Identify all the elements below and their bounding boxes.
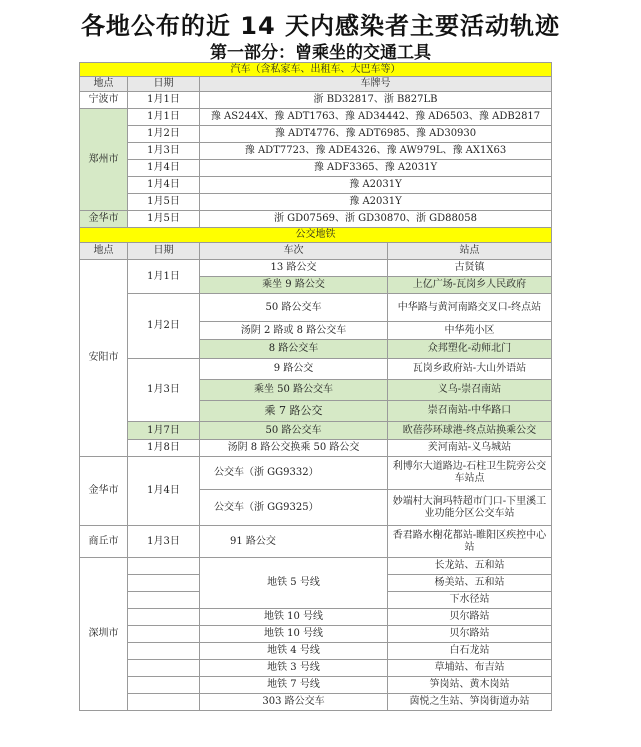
- car-section-title: 汽车（含私家车、出租车、大巴车等）: [80, 63, 552, 77]
- place-cell: 深圳市: [80, 558, 128, 711]
- stop-cell: 妙端村大涧玛特超市门口-下里溪工业功能分区公交车站: [388, 490, 552, 526]
- col-header-date: 日期: [128, 77, 200, 92]
- route-cell: 50 路公交车: [200, 294, 388, 322]
- route-cell: 地铁 5 号线: [200, 558, 388, 609]
- table-row: [80, 677, 552, 694]
- car-column-headers: [80, 77, 552, 92]
- page-title: 各地公布的近 14 天内感染者主要活动轨迹: [80, 12, 561, 40]
- stop-cell: 贝尔路站: [388, 626, 552, 643]
- stop-cell: 笋岗站、黄木岗站: [388, 677, 552, 694]
- stop-cell: 羑河南站-义乌城站: [388, 440, 552, 457]
- stop-cell: 草埔站、布吉站: [388, 660, 552, 677]
- table-row: [80, 440, 552, 457]
- route-cell: 地铁 3 号线: [200, 660, 388, 677]
- plate-cell: 豫 ADT7723、豫 ADE4326、豫 AW979L、豫 AX1X63: [200, 143, 552, 160]
- table-row: [80, 194, 552, 211]
- table-row: [80, 643, 552, 660]
- route-cell: 乘坐 9 路公交: [200, 277, 388, 294]
- route-cell: 91 路公交: [200, 526, 388, 558]
- bus-section-title: 公交地铁: [80, 228, 552, 243]
- itinerary-table: [79, 62, 552, 711]
- table-row: [80, 558, 552, 575]
- date-cell: 1月4日: [128, 177, 200, 194]
- plate-cell: 浙 GD07569、浙 GD30870、浙 GD88058: [200, 211, 552, 228]
- stop-cell: 贝尔路站: [388, 609, 552, 626]
- stop-cell: 众邦塑化-动师北门: [388, 340, 552, 359]
- date-cell: 1月3日: [128, 359, 200, 422]
- col-header-place: 地点: [80, 243, 128, 260]
- plate-cell: 豫 AS244X、豫 ADT1763、豫 AD34442、豫 AD6503、豫 ADB2817: [200, 109, 552, 126]
- route-cell: 303 路公交车: [200, 694, 388, 711]
- stop-cell: 白石龙站: [388, 643, 552, 660]
- date-cell: 1月1日: [128, 109, 200, 126]
- stop-cell: 利博尔大道路边-石柱卫生院旁公交车站点: [388, 457, 552, 490]
- section-subtitle: 第一部分：曾乘坐的交通工具: [210, 43, 431, 63]
- place-cell: 金华市: [80, 211, 128, 228]
- plate-cell: 豫 A2031Y: [200, 177, 552, 194]
- route-cell: 地铁 4 号线: [200, 643, 388, 660]
- route-cell: 地铁 10 号线: [200, 626, 388, 643]
- stop-cell: 古贤镇: [388, 260, 552, 277]
- route-cell: 地铁 10 号线: [200, 609, 388, 626]
- table-row: [80, 260, 552, 277]
- route-cell: 8 路公交车: [200, 340, 388, 359]
- route-cell: 9 路公交: [200, 359, 388, 380]
- date-cell: 1月2日: [128, 294, 200, 359]
- table-row: [80, 660, 552, 677]
- plate-cell: 豫 A2031Y: [200, 194, 552, 211]
- stop-cell: 茵悦之生站、笋岗街道办站: [388, 694, 552, 711]
- table-row: [80, 143, 552, 160]
- stop-cell: 下水径站: [388, 592, 552, 609]
- col-header-plate: 车牌号: [200, 77, 552, 92]
- stop-cell: 中华路与黄河南路交叉口-终点站: [388, 294, 552, 322]
- table-row: [80, 422, 552, 440]
- plate-cell: 豫 ADF3365、豫 A2031Y: [200, 160, 552, 177]
- bus-section-header-row: [80, 228, 552, 243]
- date-cell: 1月3日: [128, 143, 200, 160]
- date-cell: 1月3日: [128, 526, 200, 558]
- date-cell: 1月2日: [128, 126, 200, 143]
- table-row: [80, 609, 552, 626]
- table-row: [80, 694, 552, 711]
- date-cell: 1月8日: [128, 440, 200, 457]
- route-cell: 汤阴 2 路或 8 路公交车: [200, 322, 388, 340]
- stop-cell: 义乌-崇召南站: [388, 380, 552, 401]
- table-row: [80, 92, 552, 109]
- place-cell: 郑州市: [80, 109, 128, 211]
- table-row: [80, 359, 552, 380]
- stop-cell: 上亿广场-瓦岗乡人民政府: [388, 277, 552, 294]
- table-row: [80, 457, 552, 490]
- route-cell: 50 路公交车: [200, 422, 388, 440]
- table-row: [80, 626, 552, 643]
- date-cell: 1月1日: [128, 260, 200, 294]
- route-cell: 汤阴 8 路公交换乘 50 路公交: [200, 440, 388, 457]
- date-cell: 1月5日: [128, 194, 200, 211]
- table-row: [80, 126, 552, 143]
- stop-cell: 杨美站、五和站: [388, 575, 552, 592]
- col-header-date: 日期: [128, 243, 200, 260]
- route-cell: 公交车（浙 GG9332）: [200, 457, 388, 490]
- table-row: [80, 211, 552, 228]
- route-cell: 乘坐 50 路公交车: [200, 380, 388, 401]
- col-header-route: 车次: [200, 243, 388, 260]
- col-header-stop: 站点: [388, 243, 552, 260]
- place-cell: 宁波市: [80, 92, 128, 109]
- date-cell: 1月5日: [128, 211, 200, 228]
- stop-cell: 中华苑小区: [388, 322, 552, 340]
- stop-cell: 香君路水榭花都站-睢阳区疾控中心站: [388, 526, 552, 558]
- plate-cell: 浙 BD32817、浙 B827LB: [200, 92, 552, 109]
- route-cell: 乘 7 路公交: [200, 401, 388, 422]
- table-row: [80, 109, 552, 126]
- table-row: [80, 526, 552, 558]
- place-cell: 安阳市: [80, 260, 128, 457]
- place-cell: 商丘市: [80, 526, 128, 558]
- plate-cell: 豫 ADT4776、豫 ADT6985、豫 AD30930: [200, 126, 552, 143]
- col-header-place: 地点: [80, 77, 128, 92]
- place-cell: 金华市: [80, 457, 128, 526]
- stop-cell: 欧蓓莎环球港-终点站换乘公交: [388, 422, 552, 440]
- car-section-header-row: [80, 63, 552, 77]
- route-cell: 地铁 7 号线: [200, 677, 388, 694]
- table-row: [80, 177, 552, 194]
- table-row: [80, 294, 552, 322]
- stop-cell: 崇召南站-中华路口: [388, 401, 552, 422]
- stop-cell: 长龙站、五和站: [388, 558, 552, 575]
- date-cell: 1月7日: [128, 422, 200, 440]
- date-cell: 1月4日: [128, 457, 200, 526]
- date-cell: 1月4日: [128, 160, 200, 177]
- route-cell: 公交车（浙 GG9325）: [200, 490, 388, 526]
- date-cell: 1月1日: [128, 92, 200, 109]
- stop-cell: 瓦岗乡政府站-大山外语站: [388, 359, 552, 380]
- table-row: [80, 160, 552, 177]
- bus-column-headers: [80, 243, 552, 260]
- route-cell: 13 路公交: [200, 260, 388, 277]
